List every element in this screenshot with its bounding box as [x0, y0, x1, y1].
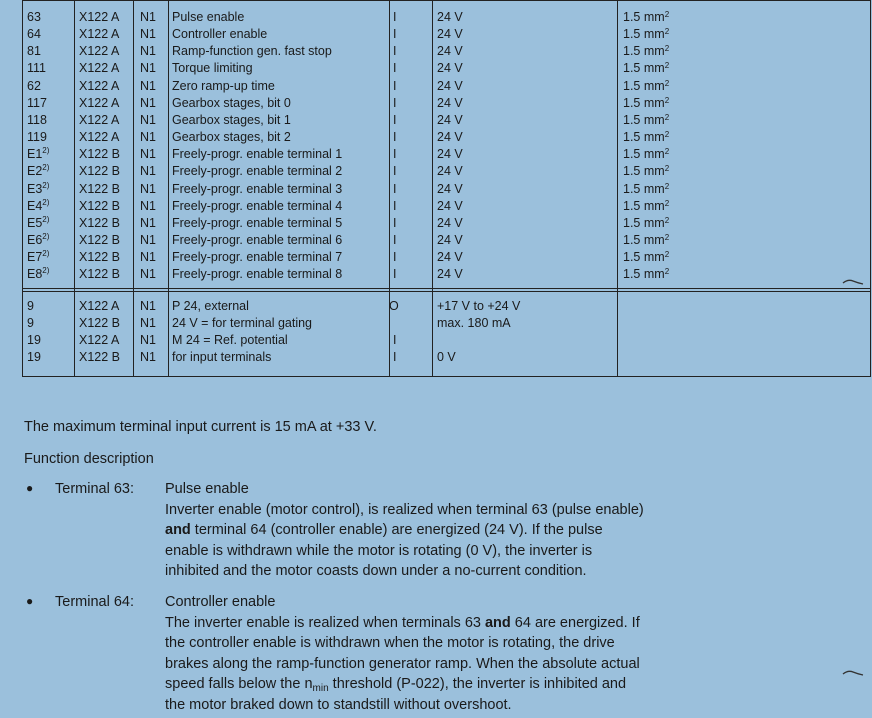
module: N1	[140, 164, 156, 179]
terminal-63-line-3: enable is withdrawn while the motor is rotating (0 V), the inverter is	[165, 542, 593, 559]
terminal-number: 19	[27, 333, 41, 348]
table-row	[23, 9, 870, 26]
io-type: I	[393, 267, 397, 282]
table-row	[23, 332, 870, 349]
terminal-number: 118	[27, 112, 47, 127]
cross-section	[623, 249, 669, 266]
terminal-64-line-2: the controller enable is withdrawn when the motor is rotating, the drive	[165, 635, 615, 651]
terminal-number: E3$^{2)}$	[27, 180, 50, 196]
function-desc: Freely-progr. enable terminal 7	[172, 250, 343, 265]
cross-section	[623, 9, 669, 26]
cross-section-exponent: 2	[664, 250, 670, 260]
connector: X122 A	[79, 44, 120, 59]
cross-section-value: 1.5 mm	[623, 95, 665, 110]
io-type: I	[393, 78, 397, 93]
voltage: 24 V	[437, 232, 463, 247]
function-desc: Freely-progr. enable terminal 4	[172, 198, 343, 213]
voltage: 24 V	[437, 164, 463, 179]
module: N1	[140, 27, 156, 42]
footnote-marker: 2)	[42, 214, 50, 224]
io-type: I	[393, 198, 397, 213]
terminal-number: 62	[27, 78, 41, 93]
voltage: 0 V	[437, 350, 456, 365]
function-desc: Freely-progr. enable terminal 5	[172, 215, 343, 230]
table-row	[23, 315, 870, 332]
terminal-63-label: Terminal 63:	[55, 481, 134, 497]
terminal-number: 81	[27, 44, 41, 59]
cross-section-exponent: 2	[664, 147, 670, 157]
io-type: I	[393, 250, 397, 265]
cross-section-value: 1.5 mm	[623, 78, 665, 93]
table-row	[23, 215, 870, 232]
function-desc: Gearbox stages, bit 1	[172, 112, 291, 127]
table-row	[23, 78, 870, 95]
module: N1	[140, 215, 156, 230]
voltage: 24 V	[437, 27, 463, 42]
footnote-marker: 2)	[42, 249, 50, 259]
footnote-marker: 2)	[42, 180, 50, 190]
terminal-64-label: Terminal 64:	[55, 594, 134, 610]
table-row	[23, 43, 870, 60]
voltage: 24 V	[437, 250, 463, 265]
terminal-64-line-4: speed falls below the $n_{min}$ threshold (P-022), the inverter is inhibited and	[165, 676, 627, 694]
cross-section-exponent: 2	[664, 61, 670, 71]
cross-section-value: 1.5 mm	[623, 198, 665, 213]
function-desc: Torque limiting	[172, 61, 253, 76]
terminal-number: E2$^{2)}$	[27, 163, 50, 179]
footnote-marker: 2)	[42, 146, 50, 156]
terminal-number: E4$^{2)}$	[27, 197, 50, 213]
cross-section	[623, 60, 669, 77]
io-type: I	[393, 61, 397, 76]
voltage: 24 V	[437, 61, 463, 76]
cross-section-exponent: 2	[664, 164, 670, 174]
module: N1	[140, 95, 156, 110]
footnote-marker: 2)	[42, 266, 50, 276]
cross-section-exponent: 2	[664, 267, 670, 277]
function-desc: Freely-progr. enable terminal 3	[172, 181, 343, 196]
connector: X122 A	[79, 61, 120, 76]
cross-section-exponent: 2	[664, 215, 670, 225]
io-type: I	[393, 215, 397, 230]
module: N1	[140, 130, 156, 145]
function-desc: 24 V = for terminal gating	[172, 316, 313, 331]
footnote-marker: 2)	[42, 231, 50, 241]
function-desc: Gearbox stages, bit 2	[172, 130, 291, 145]
cross-section	[623, 163, 669, 180]
max-current-note: The maximum terminal input current is 15 mA at +33 V.	[24, 419, 377, 435]
connector: X122 A	[79, 333, 120, 348]
table-row	[23, 112, 870, 129]
terminal-number: 19	[27, 350, 41, 365]
connector: X122 B	[79, 250, 121, 265]
terminal-64-title: Controller enable	[165, 594, 276, 610]
footnote-marker: 2)	[42, 163, 50, 173]
bullet-icon: ●	[26, 594, 34, 608]
terminal-number: 117	[27, 95, 47, 110]
table-row	[23, 198, 870, 215]
terminal-number: E6$^{2)}$	[27, 231, 50, 247]
connector: X122 B	[79, 181, 121, 196]
cross-section-exponent: 2	[664, 27, 670, 37]
voltage: max. 180 mA	[437, 316, 511, 331]
voltage: 24 V	[437, 10, 463, 24]
voltage: 24 V	[437, 44, 463, 59]
voltage: 24 V	[437, 215, 463, 230]
table-top-rule	[23, 0, 870, 1]
terminal-number: 9	[27, 316, 34, 331]
connector: X122 B	[79, 350, 121, 365]
io-type: I	[393, 130, 397, 145]
terminal-number: E1$^{2)}$	[27, 146, 50, 162]
terminal-number: 119	[27, 130, 47, 145]
module: N1	[140, 44, 156, 59]
module: N1	[140, 267, 156, 282]
table-row	[23, 26, 870, 43]
io-type: I	[393, 10, 397, 24]
function-desc: Gearbox stages, bit 0	[172, 95, 291, 110]
function-desc: Controller enable	[172, 27, 268, 42]
cross-section-value: 1.5 mm	[623, 130, 665, 145]
module: N1	[140, 61, 156, 76]
io-type: I	[393, 44, 397, 59]
terminal-number: E7$^{2)}$	[27, 249, 50, 265]
module: N1	[140, 299, 156, 313]
connector: X122 B	[79, 164, 121, 179]
voltage: 24 V	[437, 147, 463, 162]
terminal-number: 111	[27, 61, 47, 76]
cross-section-exponent: 2	[664, 44, 670, 54]
cross-section	[623, 78, 669, 95]
function-desc: Freely-progr. enable terminal 6	[172, 232, 343, 247]
table-row	[23, 95, 870, 112]
table-row	[23, 146, 870, 163]
terminal-table	[22, 0, 871, 377]
footnote-marker: 2)	[42, 197, 50, 207]
cross-section	[623, 215, 669, 232]
cross-section	[623, 112, 669, 129]
voltage: 24 V	[437, 181, 463, 196]
cross-section	[623, 129, 669, 146]
table-row	[23, 298, 870, 315]
terminal-63-line-4: inhibited and the motor coasts down under a no-current condition.	[165, 563, 587, 579]
io-type: I	[393, 164, 397, 179]
io-type: I	[393, 181, 397, 196]
connector: X122 B	[79, 232, 121, 247]
cross-section-value: 1.5 mm	[623, 164, 665, 179]
cross-section-exponent: 2	[664, 232, 670, 242]
cross-section-value: 1.5 mm	[623, 181, 665, 196]
table-row	[23, 163, 870, 180]
cross-section-exponent: 2	[664, 10, 670, 19]
cross-section-value: 1.5 mm	[623, 61, 665, 76]
cross-section-exponent: 2	[664, 181, 670, 191]
terminal-64-line-1: The inverter enable is realized when terminals 63 and 64 are energized. If	[165, 614, 640, 631]
cross-section	[623, 232, 669, 249]
cross-section-value: 1.5 mm	[623, 250, 665, 265]
module: N1	[140, 112, 156, 127]
function-desc: Freely-progr. enable terminal 2	[172, 164, 343, 179]
voltage: 24 V	[437, 78, 463, 93]
terminal-number: 64	[27, 27, 41, 42]
voltage: +17 V to +24 V	[437, 299, 521, 313]
io-type: I	[393, 333, 397, 348]
connector: X122 B	[79, 147, 121, 162]
connector: X122 B	[79, 198, 121, 213]
cross-section	[623, 266, 669, 283]
voltage: 24 V	[437, 130, 463, 145]
terminal-64-line-3: brakes along the ramp-function generator ramp. When the absolute actual	[165, 655, 640, 672]
function-desc: Freely-progr. enable terminal 8	[172, 267, 343, 282]
cross-section	[623, 198, 669, 215]
function-desc: Pulse enable	[172, 10, 245, 24]
connector: X122 B	[79, 215, 121, 230]
cross-section	[623, 26, 669, 43]
io-type: I	[393, 232, 397, 247]
table-row	[23, 181, 870, 198]
io-type: I	[393, 147, 397, 162]
margin-mark-icon	[842, 277, 864, 287]
io-type: I	[393, 27, 397, 42]
cross-section-exponent: 2	[664, 130, 670, 140]
cross-section	[623, 146, 669, 163]
cross-section-value: 1.5 mm	[623, 147, 665, 162]
terminal-number: 9	[27, 299, 34, 313]
terminal-63-line-1: Inverter enable (motor control), is realized when terminal 63 (pulse enable)	[165, 501, 644, 518]
io-type: O	[389, 299, 399, 313]
voltage: 24 V	[437, 267, 463, 282]
connector: X122 A	[79, 299, 120, 313]
cross-section-exponent: 2	[664, 112, 670, 122]
voltage: 24 V	[437, 112, 463, 127]
cross-section	[623, 95, 669, 112]
terminal-number: E5$^{2)}$	[27, 214, 50, 230]
function-desc: Zero ramp-up time	[172, 78, 275, 93]
connector: X122 A	[79, 78, 120, 93]
io-type: I	[393, 95, 397, 110]
table-row	[23, 232, 870, 249]
function-desc: Ramp-function gen. fast stop	[172, 44, 332, 59]
module: N1	[140, 198, 156, 213]
function-desc: P 24, external	[172, 299, 249, 313]
cross-section-value: 1.5 mm	[623, 10, 665, 24]
module: N1	[140, 78, 156, 93]
io-type: I	[393, 350, 397, 365]
terminal-number: 63	[27, 10, 41, 24]
connector: X122 B	[79, 267, 121, 282]
bullet-icon: ●	[26, 481, 34, 495]
connector: X122 A	[79, 10, 120, 24]
cross-section	[623, 43, 669, 60]
terminal-64-line-5: the motor braked down to standstill without overshoot.	[165, 696, 512, 713]
voltage: 24 V	[437, 198, 463, 213]
table-row	[23, 129, 870, 146]
function-heading: Function description	[24, 451, 154, 467]
cross-section-exponent: 2	[664, 198, 670, 208]
table-group-rule	[23, 291, 870, 292]
connector: X122 A	[79, 112, 120, 127]
cross-section-value: 1.5 mm	[623, 215, 665, 230]
module: N1	[140, 181, 156, 196]
function-desc: for input terminals	[172, 350, 272, 365]
table-group-rule	[23, 288, 870, 289]
module: N1	[140, 350, 156, 365]
module: N1	[140, 147, 156, 162]
cross-section-exponent: 2	[664, 78, 670, 88]
module: N1	[140, 10, 156, 24]
cross-section-value: 1.5 mm	[623, 44, 665, 59]
cross-section-exponent: 2	[664, 95, 670, 105]
terminal-63-title: Pulse enable	[165, 481, 249, 497]
cross-section	[623, 181, 669, 198]
cross-section-value: 1.5 mm	[623, 27, 665, 42]
cross-section-value: 1.5 mm	[623, 232, 665, 247]
io-type: I	[393, 112, 397, 127]
cross-section-value: 1.5 mm	[623, 267, 665, 282]
connector: X122 A	[79, 130, 120, 145]
terminal-63-line-2: and terminal 64 (controller enable) are energized (24 V). If the pulse	[165, 522, 603, 538]
module: N1	[140, 250, 156, 265]
table-row	[23, 249, 870, 266]
connector: X122 A	[79, 95, 120, 110]
terminal-number: E8$^{2)}$	[27, 266, 50, 282]
module: N1	[140, 232, 156, 247]
function-desc: Freely-progr. enable terminal 1	[172, 147, 343, 162]
table-row	[23, 349, 870, 366]
table-row	[23, 266, 870, 283]
module: N1	[140, 333, 156, 348]
voltage: 24 V	[437, 95, 463, 110]
cross-section-value: 1.5 mm	[623, 112, 665, 127]
table-row	[23, 60, 870, 77]
margin-mark-icon	[842, 668, 864, 678]
connector: X122 B	[79, 316, 121, 331]
function-desc: M 24 = Ref. potential	[172, 333, 288, 348]
module: N1	[140, 316, 156, 331]
connector: X122 A	[79, 27, 120, 42]
